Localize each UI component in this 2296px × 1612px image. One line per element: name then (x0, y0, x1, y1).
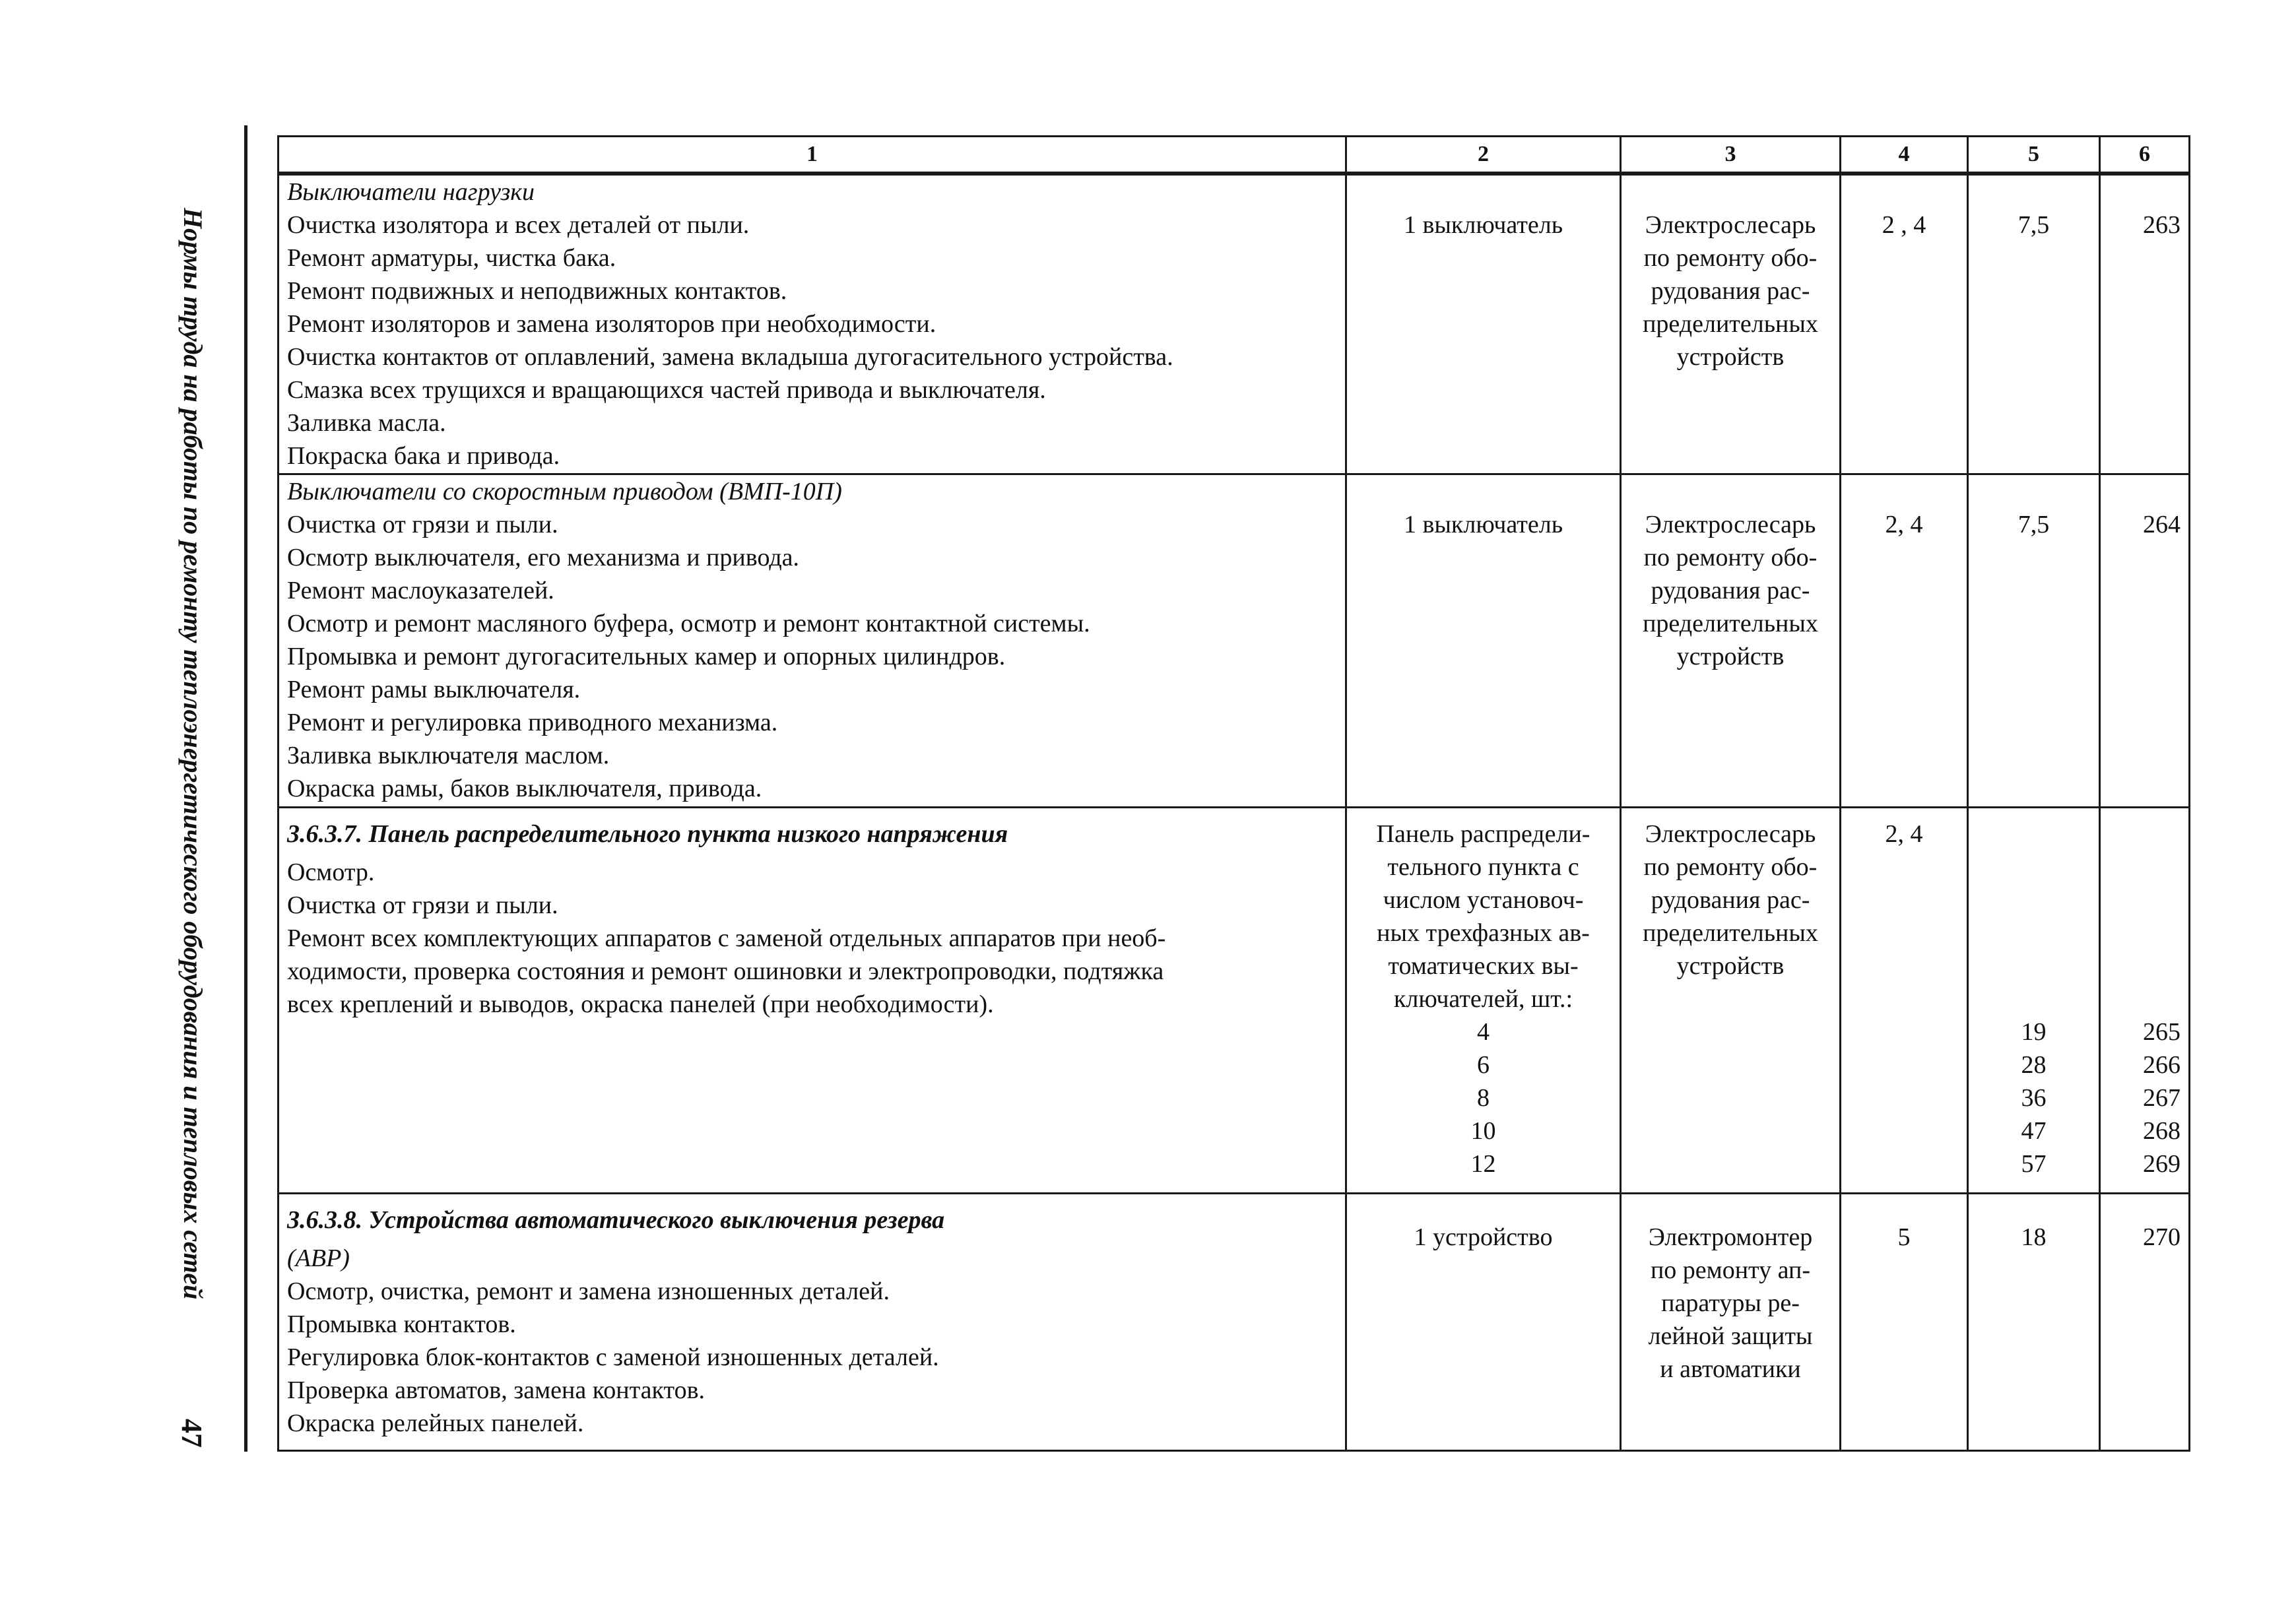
code-value: 268 (2143, 1116, 2181, 1145)
grade-text: 2, 4 (1885, 820, 1923, 848)
worker-line: рудования рас- (1651, 277, 1810, 305)
worker-line: устройств (1676, 642, 1785, 670)
norm-cell (1968, 474, 2100, 807)
work-line: Окраска релейных панелей. (287, 1409, 584, 1437)
row-title: Выключатели нагрузки (287, 178, 535, 206)
worker-line: по ремонту обо- (1643, 543, 1818, 571)
work-line: Ремонт подвижных и неподвижных контактов. (287, 277, 787, 305)
grade-text: 2 , 4 (1882, 211, 1926, 239)
worker-line: пределительных (1643, 919, 1818, 947)
worker-line: по ремонту ап- (1650, 1256, 1811, 1284)
grade-cell (1841, 174, 1968, 474)
work-line: Окраска рамы, баков выключателя, привода. (287, 774, 762, 802)
unit-cell (1346, 1193, 1621, 1450)
work-line: Очистка от грязи и пыли. (287, 891, 558, 919)
work-line: Проверка автоматов, замена контактов. (287, 1376, 705, 1404)
work-description (279, 474, 1346, 807)
norm-value: 36 (2021, 1083, 2047, 1112)
quantity-value: 12 (1470, 1149, 1496, 1178)
grade-cell (1841, 1193, 1968, 1450)
section-subtitle: (АВР) (287, 1244, 350, 1272)
worker-line: пределительных (1643, 310, 1818, 338)
code-value: 263 (2143, 211, 2181, 239)
worker-line: лейной защиты (1648, 1322, 1813, 1350)
header-col-6: 6 (2100, 137, 2190, 174)
work-line: Смазка всех трущихся и вращающихся частей привода и выключателя. (287, 376, 1046, 404)
table-row (279, 807, 2190, 1193)
worker-line: рудования рас- (1651, 886, 1810, 914)
worker-line: рудования рас- (1651, 576, 1810, 604)
grade-cell (1841, 474, 1968, 807)
header-col-5: 5 (1968, 137, 2100, 174)
quantity-value: 10 (1470, 1116, 1496, 1145)
header-col-3: 3 (1621, 137, 1841, 174)
binding-line (244, 125, 247, 1452)
unit-text: 1 выключатель (1403, 211, 1563, 239)
norm-cell (1968, 174, 2100, 474)
work-line: Промывка контактов. (287, 1310, 516, 1338)
code-value: 270 (2143, 1223, 2181, 1251)
worker-cell (1621, 807, 1841, 1193)
work-description (279, 174, 1346, 474)
worker-line: устройств (1676, 343, 1785, 371)
code-value: 269 (2143, 1149, 2181, 1178)
unit-line: числом установоч- (1383, 886, 1584, 914)
worker-line: устройств (1676, 951, 1785, 980)
header-col-2: 2 (1346, 137, 1621, 174)
worker-line: по ремонту обо- (1643, 853, 1818, 881)
grade-cell (1841, 807, 1968, 1193)
work-line: Заливка масла. (287, 409, 446, 437)
header-row (279, 137, 2190, 174)
code-value: 267 (2143, 1083, 2181, 1112)
norm-value: 18 (2021, 1223, 2047, 1251)
quantity-value: 4 (1477, 1017, 1490, 1046)
work-line: всех креплений и выводов, окраска панелей (при необходимости). (287, 990, 994, 1018)
code-cell (2100, 1193, 2190, 1450)
unit-text: 1 выключатель (1403, 510, 1563, 538)
norm-value: 7,5 (2017, 510, 2050, 538)
quantity-value: 6 (1477, 1050, 1490, 1079)
code-value: 266 (2143, 1050, 2181, 1079)
work-line: Очистка от грязи и пыли. (287, 510, 558, 538)
work-line: Ремонт изоляторов и замена изоляторов при необходимости. (287, 310, 936, 338)
worker-line: по ремонту обо- (1643, 244, 1818, 272)
work-line: Ремонт всех комплектующих аппаратов с заменой отдельных аппаратов при необ- (287, 924, 1166, 952)
work-description (279, 807, 1346, 1193)
unit-line: Панель распредели- (1376, 820, 1591, 848)
unit-cell (1346, 807, 1621, 1193)
header-col-1: 1 (279, 137, 1346, 174)
work-line: Ремонт рамы выключателя. (287, 675, 581, 703)
norm-value: 7,5 (2017, 211, 2050, 239)
norm-value: 57 (2021, 1149, 2047, 1178)
work-line: Промывка и ремонт дугогасительных камер и опорных цилиндров. (287, 642, 1006, 670)
work-line: Покраска бака и привода. (287, 442, 560, 470)
worker-line: и автоматики (1660, 1355, 1801, 1383)
unit-line: тельного пункта с (1387, 853, 1579, 881)
norm-cell (1968, 807, 2100, 1193)
code-value: 265 (2143, 1017, 2181, 1046)
norm-value: 28 (2021, 1050, 2047, 1079)
norm-value: 19 (2021, 1017, 2047, 1046)
worker-line: Электрослесарь (1645, 510, 1816, 538)
unit-cell (1346, 174, 1621, 474)
worker-cell (1621, 174, 1841, 474)
grade-text: 2, 4 (1885, 510, 1923, 538)
header-col-4: 4 (1841, 137, 1968, 174)
grade-text: 5 (1897, 1223, 1911, 1251)
running-head-text: Нормы труда на работы по ремонту теплоэнергетического оборудования и тепловых сетей (178, 208, 208, 1300)
norms-table (277, 135, 2190, 1452)
work-line: Ремонт арматуры, чистка бака. (287, 244, 616, 272)
worker-line: пределительных (1643, 609, 1818, 637)
code-cell (2100, 474, 2190, 807)
worker-cell (1621, 1193, 1841, 1450)
code-value: 264 (2143, 510, 2181, 538)
section-heading: 3.6.3.8. Устройства автоматического выключения резерва (287, 1206, 945, 1234)
work-line: Осмотр выключателя, его механизма и привода. (287, 543, 800, 571)
worker-line: паратуры ре- (1661, 1289, 1800, 1317)
unit-line: ключателей, шт.: (1393, 984, 1573, 1013)
quantity-value: 8 (1477, 1083, 1490, 1112)
norm-cell (1968, 1193, 2100, 1450)
work-line: Очистка изолятора и всех деталей от пыли. (287, 211, 750, 239)
work-line: Ремонт и регулировка приводного механизма. (287, 708, 778, 736)
work-line: Ремонт маслоуказателей. (287, 576, 554, 604)
work-line: Заливка выключателя маслом. (287, 741, 610, 769)
section-heading: 3.6.3.7. Панель распределительного пункта низкого напряжения (287, 820, 1008, 848)
worker-line: Электрослесарь (1645, 211, 1816, 239)
work-description (279, 1193, 1346, 1450)
code-cell (2100, 807, 2190, 1193)
worker-line: Электрослесарь (1645, 820, 1816, 848)
work-line: Очистка контактов от оплавлений, замена вкладыша дугогасительного устройства. (287, 343, 1173, 371)
work-line: Осмотр и ремонт масляного буфера, осмотр и ремонт контактной системы. (287, 609, 1090, 637)
work-line: Осмотр, очистка, ремонт и замена изношенных деталей. (287, 1277, 890, 1305)
code-cell (2100, 174, 2190, 474)
unit-line: томатических вы- (1388, 951, 1579, 980)
unit-cell (1346, 474, 1621, 807)
table-row (279, 1193, 2190, 1450)
worker-cell (1621, 474, 1841, 807)
work-line: ходимости, проверка состояния и ремонт ошиновки и электропроводки, подтяжка (287, 957, 1164, 985)
unit-line: ных трехфазных ав- (1377, 919, 1590, 947)
norm-value: 47 (2021, 1116, 2047, 1145)
row-title: Выключатели со скоростным приводом (ВМП-10П) (287, 477, 842, 505)
table-row (279, 174, 2190, 474)
work-line: Регулировка блок-контактов с заменой изношенных деталей. (287, 1343, 939, 1371)
work-line: Осмотр. (287, 858, 375, 886)
table-row (279, 474, 2190, 807)
unit-text: 1 устройство (1414, 1223, 1553, 1251)
worker-line: Электромонтер (1648, 1223, 1813, 1251)
page-number-text: 47 (176, 1419, 208, 1448)
